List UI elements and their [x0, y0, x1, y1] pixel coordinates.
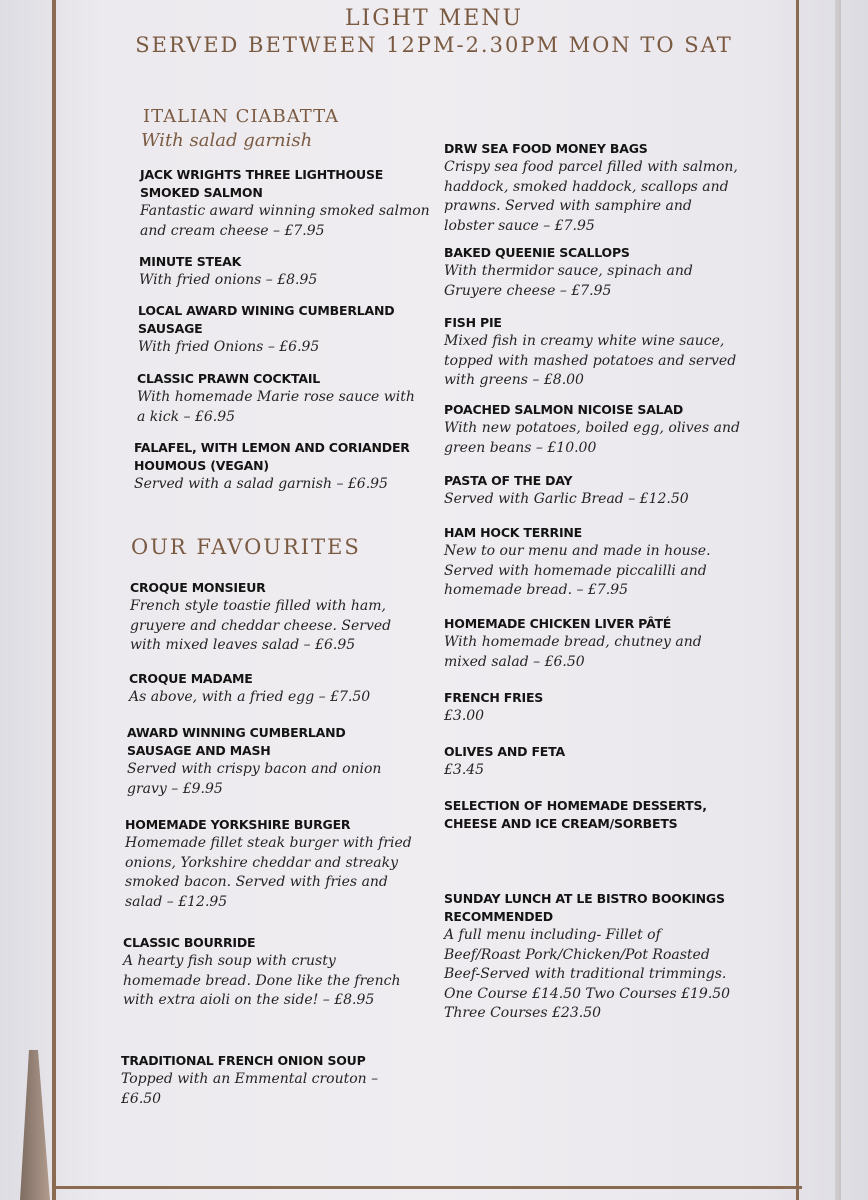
menu-item: [138, 302, 418, 358]
menu-item-description: With fried onions – £8.95: [139, 272, 318, 288]
menu-item-name: FRENCH FRIES: [444, 690, 544, 705]
menu-item: [140, 166, 430, 241]
menu-item: [444, 689, 744, 727]
menu-item: [444, 890, 734, 1024]
menu-item: [137, 370, 427, 427]
menu-item: [123, 934, 413, 1011]
menu-item: [444, 314, 744, 391]
menu-item-name: PASTA OF THE DAY: [444, 473, 573, 488]
menu-item-description: Mixed fish in creamy white wine sauce, topped with mashed potatoes and served with greens – £8.00: [444, 333, 737, 388]
menu-item: [121, 1052, 411, 1109]
corner-ornament: [20, 1050, 50, 1200]
menu-item: [134, 439, 424, 495]
menu-item-description: French style toastie filled with ham, gruyere and cheddar cheese. Served with mixed leaves salad – £6.95: [130, 598, 392, 653]
menu-item-name: HOMEMADE CHICKEN LIVER PÂTÉ: [444, 616, 672, 631]
menu-item-name: BAKED QUEENIE SCALLOPS: [444, 245, 630, 260]
menu-item-description: With homemade Marie rose sauce with a kick – £6.95: [137, 389, 415, 425]
menu-item: [444, 797, 744, 833]
menu-item-name: CROQUE MONSIEUR: [130, 580, 266, 595]
menu-item-description: A hearty fish soup with crusty homemade bread. Done like the french with extra aioli on the side! – £8.95: [123, 953, 401, 1008]
section-title-italian-ciabatta: ITALIAN CIABATTA: [143, 106, 340, 127]
section-subtitle-salad-garnish: With salad garnish: [141, 130, 313, 151]
menu-item-name: SUNDAY LUNCH AT LE BISTRO BOOKINGS RECOMMENDED: [444, 891, 725, 924]
menu-item-name: CROQUE MADAME: [129, 671, 253, 686]
right-border-line: [796, 0, 799, 1200]
menu-title: LIGHT MENU: [344, 6, 524, 31]
menu-item-name: MINUTE STEAK: [139, 254, 242, 269]
menu-item: [129, 670, 419, 708]
menu-item-name: HAM HOCK TERRINE: [444, 525, 582, 540]
menu-item-description: Fantastic award winning smoked salmon and cream cheese – £7.95: [140, 203, 430, 239]
menu-item-description: Served with Garlic Bread – £12.50: [444, 491, 689, 507]
menu-serving-times: SERVED BETWEEN 12PM-2.30PM MON TO SAT: [135, 33, 733, 57]
menu-item-name: FISH PIE: [444, 315, 502, 330]
menu-item: [130, 579, 420, 656]
menu-item-name: CLASSIC BOURRIDE: [123, 935, 256, 950]
menu-item-name: TRADITIONAL FRENCH ONION SOUP: [121, 1053, 366, 1068]
menu-item-description: New to our menu and made in house. Served with homemade piccalilli and homemade bread. – £7.95: [444, 543, 711, 598]
menu-item-name: OLIVES AND FETA: [444, 744, 565, 759]
menu-item-name: CLASSIC PRAWN COCKTAIL: [137, 371, 321, 386]
menu-item-description: As above, with a fried egg – £7.50: [129, 689, 371, 705]
menu-item-name: SELECTION OF HOMEMADE DESSERTS, CHEESE AND ICE CREAM/SORBETS: [444, 798, 707, 831]
menu-item-description: Served with crispy bacon and onion gravy – £9.95: [127, 761, 382, 797]
menu-item-name: JACK WRIGHTS THREE LIGHTHOUSE SMOKED SALMON: [140, 167, 384, 200]
menu-item: [444, 615, 744, 672]
menu-item-description: £3.45: [444, 762, 485, 778]
bottom-border-line: [52, 1186, 802, 1189]
menu-item-description: With thermidor sauce, spinach and Gruyere cheese – £7.95: [444, 263, 693, 299]
menu-item-description: With homemade bread, chutney and mixed salad – £6.50: [444, 634, 702, 670]
menu-item: [125, 816, 415, 912]
menu-item-name: FALAFEL, WITH LEMON AND CORIANDER HOUMOUS (VEGAN): [134, 440, 410, 473]
menu-item: [127, 724, 407, 799]
menu-item-description: Topped with an Emmental crouton – £6.50: [121, 1071, 379, 1107]
menu-item-description: With fried Onions – £6.95: [138, 339, 320, 355]
menu-item-name: AWARD WINNING CUMBERLAND SAUSAGE AND MASH: [127, 725, 346, 758]
menu-item-description: With new potatoes, boiled egg, olives and green beans – £10.00: [444, 420, 740, 456]
menu-item: [444, 140, 744, 236]
menu-item-description: A full menu including- Fillet of Beef/Roast Pork/Chicken/Pot Roasted Beef-Served with traditional trimmings. One Course £14.50 Two Courses £19.50 Three Courses £23.50: [444, 927, 731, 1021]
menu-item-name: LOCAL AWARD WINING CUMBERLAND SAUSAGE: [138, 303, 395, 336]
menu-item-description: £3.00: [444, 708, 485, 724]
page-shadow-strip: [835, 0, 841, 1200]
menu-item-description: Crispy sea food parcel filled with salmon, haddock, smoked haddock, scallops and prawns. Served with samphire and lobster sauce – £7.95: [444, 159, 738, 234]
menu-item-name: DRW SEA FOOD MONEY BAGS: [444, 141, 648, 156]
menu-item: [444, 472, 744, 510]
menu-item-name: POACHED SALMON NICOISE SALAD: [444, 402, 684, 417]
section-title-our-favourites: OUR FAVOURITES: [131, 535, 361, 559]
menu-item: [444, 401, 744, 458]
menu-item-description: Homemade fillet steak burger with fried onions, Yorkshire cheddar and streaky smoked bacon. Served with fries and salad – £12.95: [125, 835, 412, 910]
menu-item-name: HOMEMADE YORKSHIRE BURGER: [125, 817, 351, 832]
menu-item: [444, 524, 744, 601]
menu-item-description: Served with a salad garnish – £6.95: [134, 476, 388, 492]
menu-item: [444, 244, 744, 301]
menu-item: [444, 743, 744, 781]
menu-item: [139, 253, 429, 291]
left-border-line: [52, 0, 56, 1200]
